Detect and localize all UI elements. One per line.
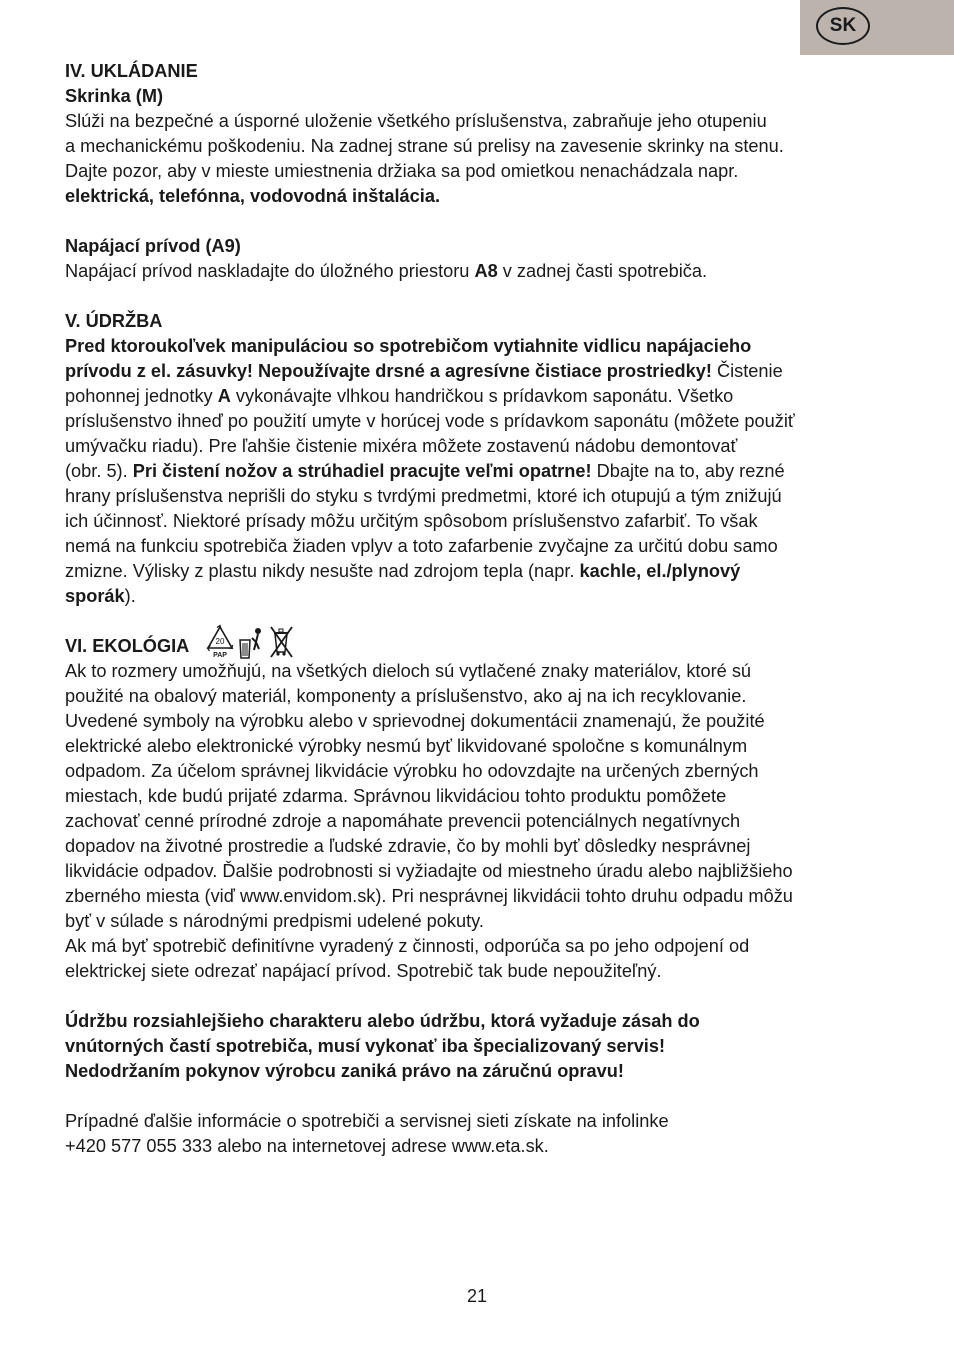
text-line: zberného miesta (viď www.envidom.sk). Pri nesprávnej likvidácii tohto druhu odpadu môžu: [65, 886, 793, 906]
text-line: Dajte pozor, aby v mieste umiestnenia držiaka sa pod omietkou nenachádzala napr.: [65, 161, 739, 181]
crossed-bin-icon: [269, 624, 295, 660]
page-content: [65, 59, 895, 1159]
info-line: Prípadné ďalšie informácie o spotrebiči a servisnej sieti získate na infolinke: [65, 1111, 669, 1131]
text-line: použité na obalový materiál, komponenty a príslušenstvo, ako aj na ich recyklovanie.: [65, 686, 747, 706]
text-line: pohonnej jednotky A vykonávajte vlhkou handričkou s prídavkom saponátu. Všetko: [65, 386, 734, 406]
text-line-bold: Pred ktoroukoľvek manipuláciou so spotrebičom vytiahnite vidlicu napájacieho: [65, 336, 752, 356]
text-line: ich účinnosť. Niektoré prísady môžu určitým spôsobom príslušenstvo zafarbiť. To však: [65, 511, 758, 531]
text-line: (obr. 5). Pri čistení nožov a strúhadiel pracujte veľmi opatrne! Dbajte na to, aby rezné: [65, 461, 785, 481]
section-title-maintenance: V. ÚDRŽBA: [65, 311, 163, 331]
text-line-bold: elektrická, telefónna, vodovodná inštalácia.: [65, 186, 440, 206]
text-line: Slúži na bezpečné a úsporné uloženie všetkého príslušenstva, zabraňuje jeho otupeniu: [65, 111, 767, 131]
text-line: elektrické alebo elektronické výrobky nesmú byť likvidované spoločne s komunálnym: [65, 736, 748, 756]
text-line: likvidácie odpadov. Ďalšie podrobnosti si vyžiadajte od miestneho úradu alebo najbližšieho: [65, 861, 793, 881]
recycling-pap-icon: [205, 624, 235, 660]
text-line: nemá na funkciu spotrebiča žiaden vplyv a toto zafarbenie zvyčajne za určitú dobu samo: [65, 536, 778, 556]
page-number: 21: [466, 1286, 488, 1306]
recycling-number: 20: [215, 636, 225, 646]
text-line: umývačku riadu). Pre ľahšie čistenie mixéra môžete zostavenú nádobu demontovať: [65, 436, 738, 456]
ecology-icons: [205, 622, 295, 660]
text-line: príslušenstvo ihneď po použití umyte v horúcej vode s prídavkom saponátu (môžete použiť: [65, 411, 795, 431]
text-line: odpadom. Za účelom správnej likvidácie výrobku ho odovzdajte na určených zberných: [65, 761, 759, 781]
text-line: Ak má byť spotrebič definitívne vyradený z činnosti, odporúča sa po jeho odpojení od: [65, 936, 750, 956]
text-line: sporák).: [65, 586, 136, 606]
section-title-storage: IV. UKLÁDANIE: [65, 61, 198, 81]
subsection-title-cabinet: Skrinka (M): [65, 86, 164, 106]
section-title-ecology: VI. EKOLÓGIA: [65, 636, 190, 656]
text-line: miestach, kde budú prijaté zdarma. Správnou likvidáciou tohto produktu pomôžete: [65, 786, 727, 806]
info-line: +420 577 055 333 alebo na internetovej adrese www.eta.sk.: [65, 1136, 549, 1156]
language-code: SK: [816, 7, 870, 45]
text-line: Uvedené symboly na výrobku alebo v sprievodnej dokumentácii znamenajú, že použité: [65, 711, 765, 731]
recycling-code: PAP: [213, 651, 228, 659]
service-warning-line: Údržbu rozsiahlejšieho charakteru alebo údržbu, ktorá vyžaduje zásah do: [65, 1011, 700, 1031]
text-line: dopadov na životné prostredie a ľudské zdravie, čo by mohli byť dôsledky nesprávnej: [65, 836, 751, 856]
text-line: elektrickej siete odrezať napájací prívod. Spotrebič tak bude nepoužiteľný.: [65, 961, 662, 981]
text-line: zachovať cenné prírodné zdroje a napomáhate prevencii potenciálnych negatívnych: [65, 811, 741, 831]
section-title-ecology-row: [65, 634, 895, 659]
text-line: byť v súlade s národnými predpismi udelené pokuty.: [65, 911, 484, 931]
text-line: zmizne. Výlisky z plastu nikdy nesušte nad zdrojom tepla (napr. kachle, el./plynový: [65, 561, 741, 581]
text-line: a mechanickému poškodeniu. Na zadnej strane sú prelisy na zavesenie skrinky na stenu.: [65, 136, 784, 156]
service-warning-line: vnútorných častí spotrebiča, musí vykonať iba špecializovaný servis!: [65, 1036, 666, 1056]
subsection-title-cord: Napájací prívod (A9): [65, 236, 241, 256]
text-line: Napájací prívod naskladajte do úložného priestoru A8 v zadnej časti spotrebiča.: [65, 261, 707, 281]
text-line: prívodu z el. zásuvky! Nepoužívajte drsné a agresívne čistiace prostriedky! Čistenie: [65, 361, 783, 381]
language-tab: [800, 0, 954, 55]
tidyman-icon: [238, 626, 268, 660]
service-warning-line: Nedodržaním pokynov výrobcu zaniká právo na záručnú opravu!: [65, 1061, 624, 1081]
text-line: hrany príslušenstva neprišli do styku s tvrdými predmetmi, ktoré ich otupujú a tým znižujú: [65, 486, 782, 506]
text-line: Ak to rozmery umožňujú, na všetkých dieloch sú vytlačené znaky materiálov, ktoré sú: [65, 661, 752, 681]
